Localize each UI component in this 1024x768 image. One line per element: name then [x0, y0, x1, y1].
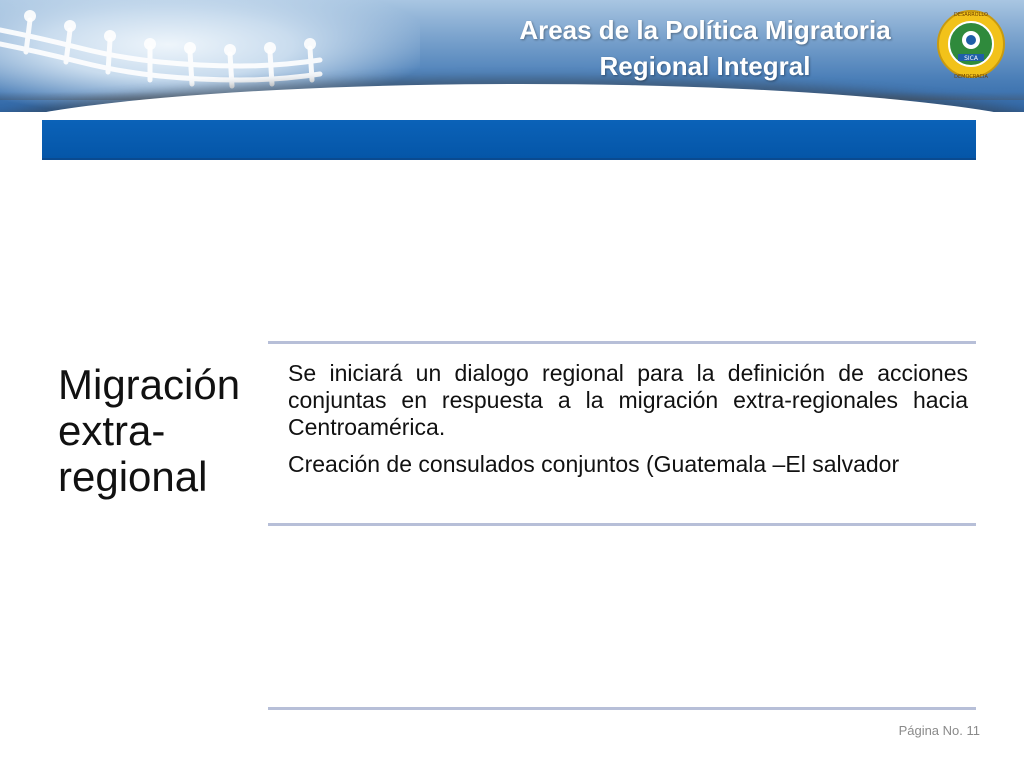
content-block [288, 360, 968, 488]
divider-middle [268, 523, 976, 526]
svg-text:SICA: SICA [964, 55, 978, 62]
title-line-2: Regional Integral [599, 51, 811, 81]
divider-top [268, 341, 976, 344]
paper-chain-figures-icon [0, 0, 340, 100]
title-band [42, 120, 976, 160]
divider-bottom [268, 707, 976, 710]
svg-text:DEMOCRACIA: DEMOCRACIA [954, 74, 988, 80]
content-paragraph-2: Creación de consulados conjuntos (Guatemala –El salvador [288, 451, 900, 477]
page-number: Página No. 11 [898, 723, 980, 738]
title-line-1: Areas de la Política Migratoria [519, 15, 891, 45]
sica-seal-logo [936, 4, 1006, 92]
slide-title [380, 12, 1024, 84]
section-label: Migración extra-regional [58, 361, 241, 500]
content-paragraph-1: Se iniciará un dialogo regional para la definición de acciones conjuntas en respuesta a la migración extra-regionales hacia Centroamérica. [288, 360, 968, 440]
svg-text:DESARROLLO: DESARROLLO [954, 12, 988, 18]
